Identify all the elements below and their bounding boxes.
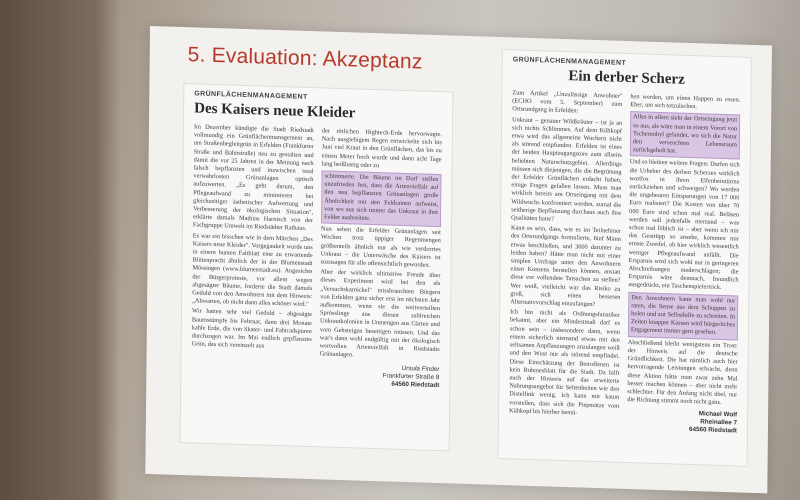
letter-signature	[319, 363, 439, 391]
newspaper-clipping-left	[180, 83, 454, 451]
paragraph: Unkraut – genauer Wildkräuter – ist ja an sich nichts Schlimmes. Auf dem Kühkopf etwa wird das allgemeine Wuchern nicht als störend empfunden. Erfelden ist eines der beiden Hauptzugangstore zum allseits beliebten Naturschutzgebiet. Allerdings müssen sich diejenigen, die die Begrünung der Erfelder Grünflächen erdacht haben, einige Fragen gefallen lassen. Muss man wirklich bereits am Ortseingang mit dem Wildwuchs konfrontiert werden, zumal die seitherige Bepflanzung durchaus auch ihre Qualitäten hatte?	[511, 115, 623, 223]
paragraph: Wir hatten sehr viel Geduld – abgesägte Baumstümpfe bis Februar, dann drei Monate kahle Erde, die von Skater- und Fahrradspuren durchzogen war. Im Mai endlich gepflanztes Grün, das sich vereinzelt aus	[191, 307, 313, 350]
paragraph: hen werden, um einen Happen zu essen. Eher, um sich totzulachen.	[630, 93, 741, 111]
signature-city: 64560 Riedstadt	[391, 381, 440, 390]
signature-name: Michael Wolf	[698, 410, 738, 419]
signature-city: 64560 Riedstadt	[688, 426, 737, 435]
signature-name: Ursula Finder	[401, 365, 440, 374]
article-kicker: GRÜNFLÄCHENMANAGEMENT	[512, 56, 627, 67]
paragraph: Abschließend bleibt wenigstens ein Trost: der Hinweis auf die deutsche Gründlichkeit. Die hat nämlich auch hier hervorragende Leistungen erbracht, denn diese Aktion hätte man zwar zehn Mal besser machen können – aber nicht mehr schlechter. Für den Anfang nicht übel, nur die Richtung stimmt noch nicht ganz.	[627, 338, 738, 407]
article-column	[509, 89, 623, 432]
paragraph: Und es bleiben weitere Fragen: Durfen sich die Urheber des derben Scherzes wirklich wortlos in ihren Elfenbeintürme zurückziehen und schweigen? Wo werden die ungeheuren Einsparungen von 17 000 Euro realisiert? Die Kosten von über 70 000 Euro sind schon mal real. Beläsen werden soll jedenfalls niemand – was schon mal löblich ist – aber wenn ich mir das Gestrüpp so ansehe, kommen mir ernste Zweifel, ob hier wirklich wesentlich weniger Pflegeaufwand anfällt. Die Ersparnis wird sich wohl nur in geringeren Abschreibungen niederschlagen; die Ersparnis wäre demnach, freundlich ausgedrückt, ein Taschenspielertrick.	[628, 158, 740, 292]
projected-slide	[145, 26, 772, 493]
article-kicker: GRÜNFLÄCHENMANAGEMENT	[194, 90, 308, 101]
paragraph: Ich bin nicht als Ordnungsfanatiker bekannt, aber ein Mindestmaß darf es schon sein – insbesondere dann, wenn einem sicherlich niemand etwas mit den seltsamen Anpflanzungen anzulangen weiß und den Wust nur als störend empfindet. Diese Einschätzung der Betroffenen ist kein Ruhmesblatt für die Stadt. Da hilft auch der Hinweis auf das erweiterte Nahrungsangebot für Seltenheiten wie den Distelfink wenig. Ich kann mir kaum vorstellen, dass sich die Piepmätze vom Kühkopf bis hierher bemü-	[509, 308, 621, 417]
paragraph: Im Dezember kündigte die Stadt Riedstadt vollmundig ein Grünflächenmanagement an, um Straßenbegleitgrün in Erfelden (Frankfurter Straße und Bahnstraße) neu zu gestalten und damit die vor 25 Jahren in der Meinung nach falsch bepflanzten und inzwischen total verwahrlosten Grünanlagen optisch aufzuwerten. „Es geht darum, den Pflegeaufwand zu minimieren bei gleichzeitiger ästhetischer Aufwertung und Verbesserung der ökologischen Situation", erklärte damals Mathias Harnisch von der Fachgruppe Umwelt im Riedstädter Rathaus.	[192, 123, 314, 233]
article-column	[627, 93, 741, 436]
wall-shadow	[0, 0, 120, 500]
signature-street: Frankfurter Straße 8	[382, 372, 440, 382]
article-headline: Des Kaisers neue Kleider	[194, 100, 356, 122]
paragraph: der rötlichen Hightech-Erde hervorwagte. Nach ausgiebigem Regen entwickelte sich bis Juni viel Kraut in den Grünflächen, das bis zu einem Meter hoch wurde und dann acht Tage lang beißlustig oder zu	[321, 127, 442, 170]
signature-street: Rheinallee 7	[700, 418, 738, 427]
paragraph: Kann es sein, dass, wie es im Teilnehmer des Ortsrundgangs formulierte, fünf Mann etwas beschließen, und 3000 darunter zu leiden haben? Hätte man nicht mit einer simplen Umfrage unter den Anwohnern einen Konsens herstellen können, anstatt diese vor vollendete Tatsachen zu stellen? Wer weiß, vielleicht war das Risiko zu groß, sich einen besseren Alternativvorschlag einzufangen?	[510, 224, 622, 309]
newspaper-clipping-right	[498, 49, 752, 467]
slide-title: 5. Evaluation: Akzeptanz	[187, 43, 423, 74]
highlighted-passage: schimmerte. Die Bäume im Dorf stellen unzufrieden fest, dass die Artenvielfalt auf den neu bepflanzten Grünanlagen große Ähnlichkeit mit den Feldrainen aufweist, von wo aus sich immer das Unkraut in ihre Felder ausbreitete.	[321, 170, 442, 227]
article-column	[319, 127, 442, 390]
highlighted-passage: Den Anwohnern kann man wohl nur raten, die Sense aus dem Schuppen zu holen und zur Selbsthilfe zu schreiten. In Zeiten knapper Kassen wird bürgerliches Engagement immer gern gesehen.	[628, 292, 738, 340]
letter-signature	[627, 408, 737, 435]
article-headline: Ein derber Scherz	[568, 68, 685, 88]
paragraph: Es war ein bisschen wie in dem Märchen „Des Kaisers neue Kleider". Vorgegaukelt wurde uns in einem bunten Faltblatt eine zu erwartende Blütenpracht ähnlich der in der Blumenstadt Mössingen (www.blumenstadt.eu). Angesichts der Bürgerproteste, vor allem wegen abgesägter Bäume, forderte die Stadt damals Geduld von den Anwohnern mit dem Hinweis: „Abwarten, ob nicht dann alles schöner wird."	[192, 231, 313, 309]
paragraph: Zum Artikel „Unzulässige Anwohner" (ECHO vom 5. September) zum Ortsrundgang in Erfelden:	[512, 89, 623, 115]
paragraph: Aber der wirklich ultimative Freude über dieses Experiment wird bei den als „Versuchskarnickel" missbrauchten Bürgern von Erfelden ganz sicher erst im nächsten Jahr aufkommen, wenn sie die weitverteilten Sprösslinge aus diesen zahlreichen Unkrautkolonien in Unmengen aus Gärten und vom Gehsteigen beseitigen müssen. Und das war's dann wohl endgültig mit der ökologisch wertvollen Artenvielfalt in Riedstadts Grünanlagen.	[319, 268, 441, 359]
highlighted-passage: Alles in allem sieht der Ortseingang jetzt so aus, als wäre man in einem Vorort von Tschernobyl gelandet, wo sich die Natur den verseuchten Lebensraum zurückgeholt hat.	[630, 111, 740, 159]
article-column	[191, 123, 314, 386]
paragraph: Nun sehen die Erfelder Grünanlagen seit Wochen trotz üppiger Regenmengen größtenteils ähnlich nur als wie verdorrtes Unkraut – die Unterwäsche des Kaisers ist sozusagen für alle offensichtlich geworden.	[320, 225, 441, 269]
